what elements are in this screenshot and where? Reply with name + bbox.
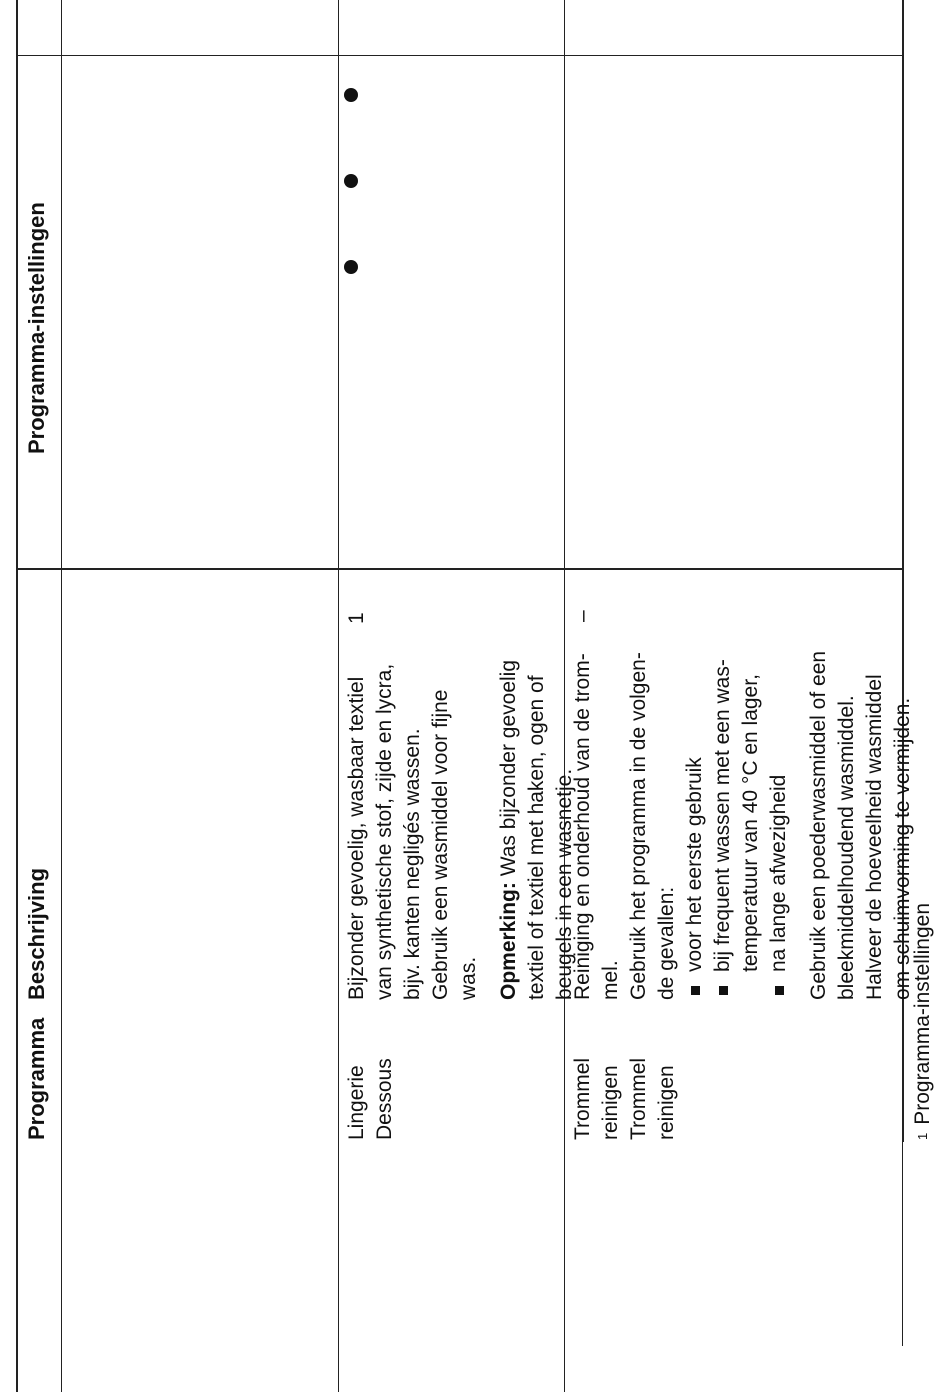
footnote-marker: 1 [915,1132,930,1140]
row2-bullet-item: bij frequent wassen met een was- temperatuur van 40 °C en lager, [709,570,765,1000]
row1-setting-dot [344,88,358,102]
row2-desc-line: de gevallen: [655,886,678,1000]
row1-setting-dot [344,260,358,274]
row2-desc-line: Gebruik het programma in de volgen- [627,652,650,1000]
row2-programma-line: Trommel reinigen [571,1057,622,1140]
header-bottom-line [61,0,62,1392]
row2-desc-after-line: bleekmiddelhoudend wasmiddel. [835,695,858,1000]
row1-programma-line: Lingerie Dessous [345,1058,396,1140]
header-beschrijving: Beschrijving [24,867,49,1000]
row2-desc-after-line: Gebruik een poederwasmiddel of een [807,650,830,1000]
row2-programma-line: Trommel reinigen [627,1057,678,1140]
row1-desc-line: van synthetische stof, zijde en lycra, [373,663,396,1000]
row2-beschrijving [569,570,917,1000]
row2-desc-line: Reiniging en onderhoud van de trom- [571,653,594,1000]
row1-opmerking-line: beugels in een wasnetje. [553,768,576,1000]
row2-bullet-item: na lange afwezigheid [765,570,793,1000]
table-top-line [16,0,18,1392]
row1-programma [343,1010,399,1140]
row1-footnote-value: 1 [345,612,368,624]
row2-bullet-list [681,570,793,1000]
row1-setting-dot [344,174,358,188]
header-programma: Programma [24,1017,49,1140]
row1-opmerking-line [495,580,523,1000]
row1-desc-line: was. [457,956,480,1000]
opmerking-label: Opmerking: [497,882,520,1000]
header-programma-instellingen: Programma-instellingen [24,202,49,454]
row2-desc-line: mel. [599,960,622,1000]
row2-programma [569,1010,681,1140]
row1-desc-line: Bijzonder gevoelig, wasbaar textiel [345,676,368,1000]
row1-desc-line: Gebruik een wasmiddel voor fijne [429,689,452,1000]
row2-bullet-item: voor het eerste gebruik [681,570,709,1000]
opmerking-text: Was bijzonder gevoelig [497,659,520,883]
row1-beschrijving [343,580,579,1000]
row2-desc-after-line: Halveer de hoeveelheid wasmiddel [863,674,886,1000]
page-left-rule [16,55,902,56]
row-separator-1 [338,0,339,1392]
footnote-text: Programma-instellingen [911,903,934,1125]
footnote [910,903,936,1140]
row1-desc-line: bijv. kanten negligés wassen. [401,728,424,1000]
row2-footnote-value: – [571,610,594,622]
row2-desc-after-line: om schuimvorming te vermijden. [891,697,914,1000]
row1-opmerking-line: textiel of textiel met haken, ogen of [525,675,548,1000]
settings-header-rule [16,569,62,570]
